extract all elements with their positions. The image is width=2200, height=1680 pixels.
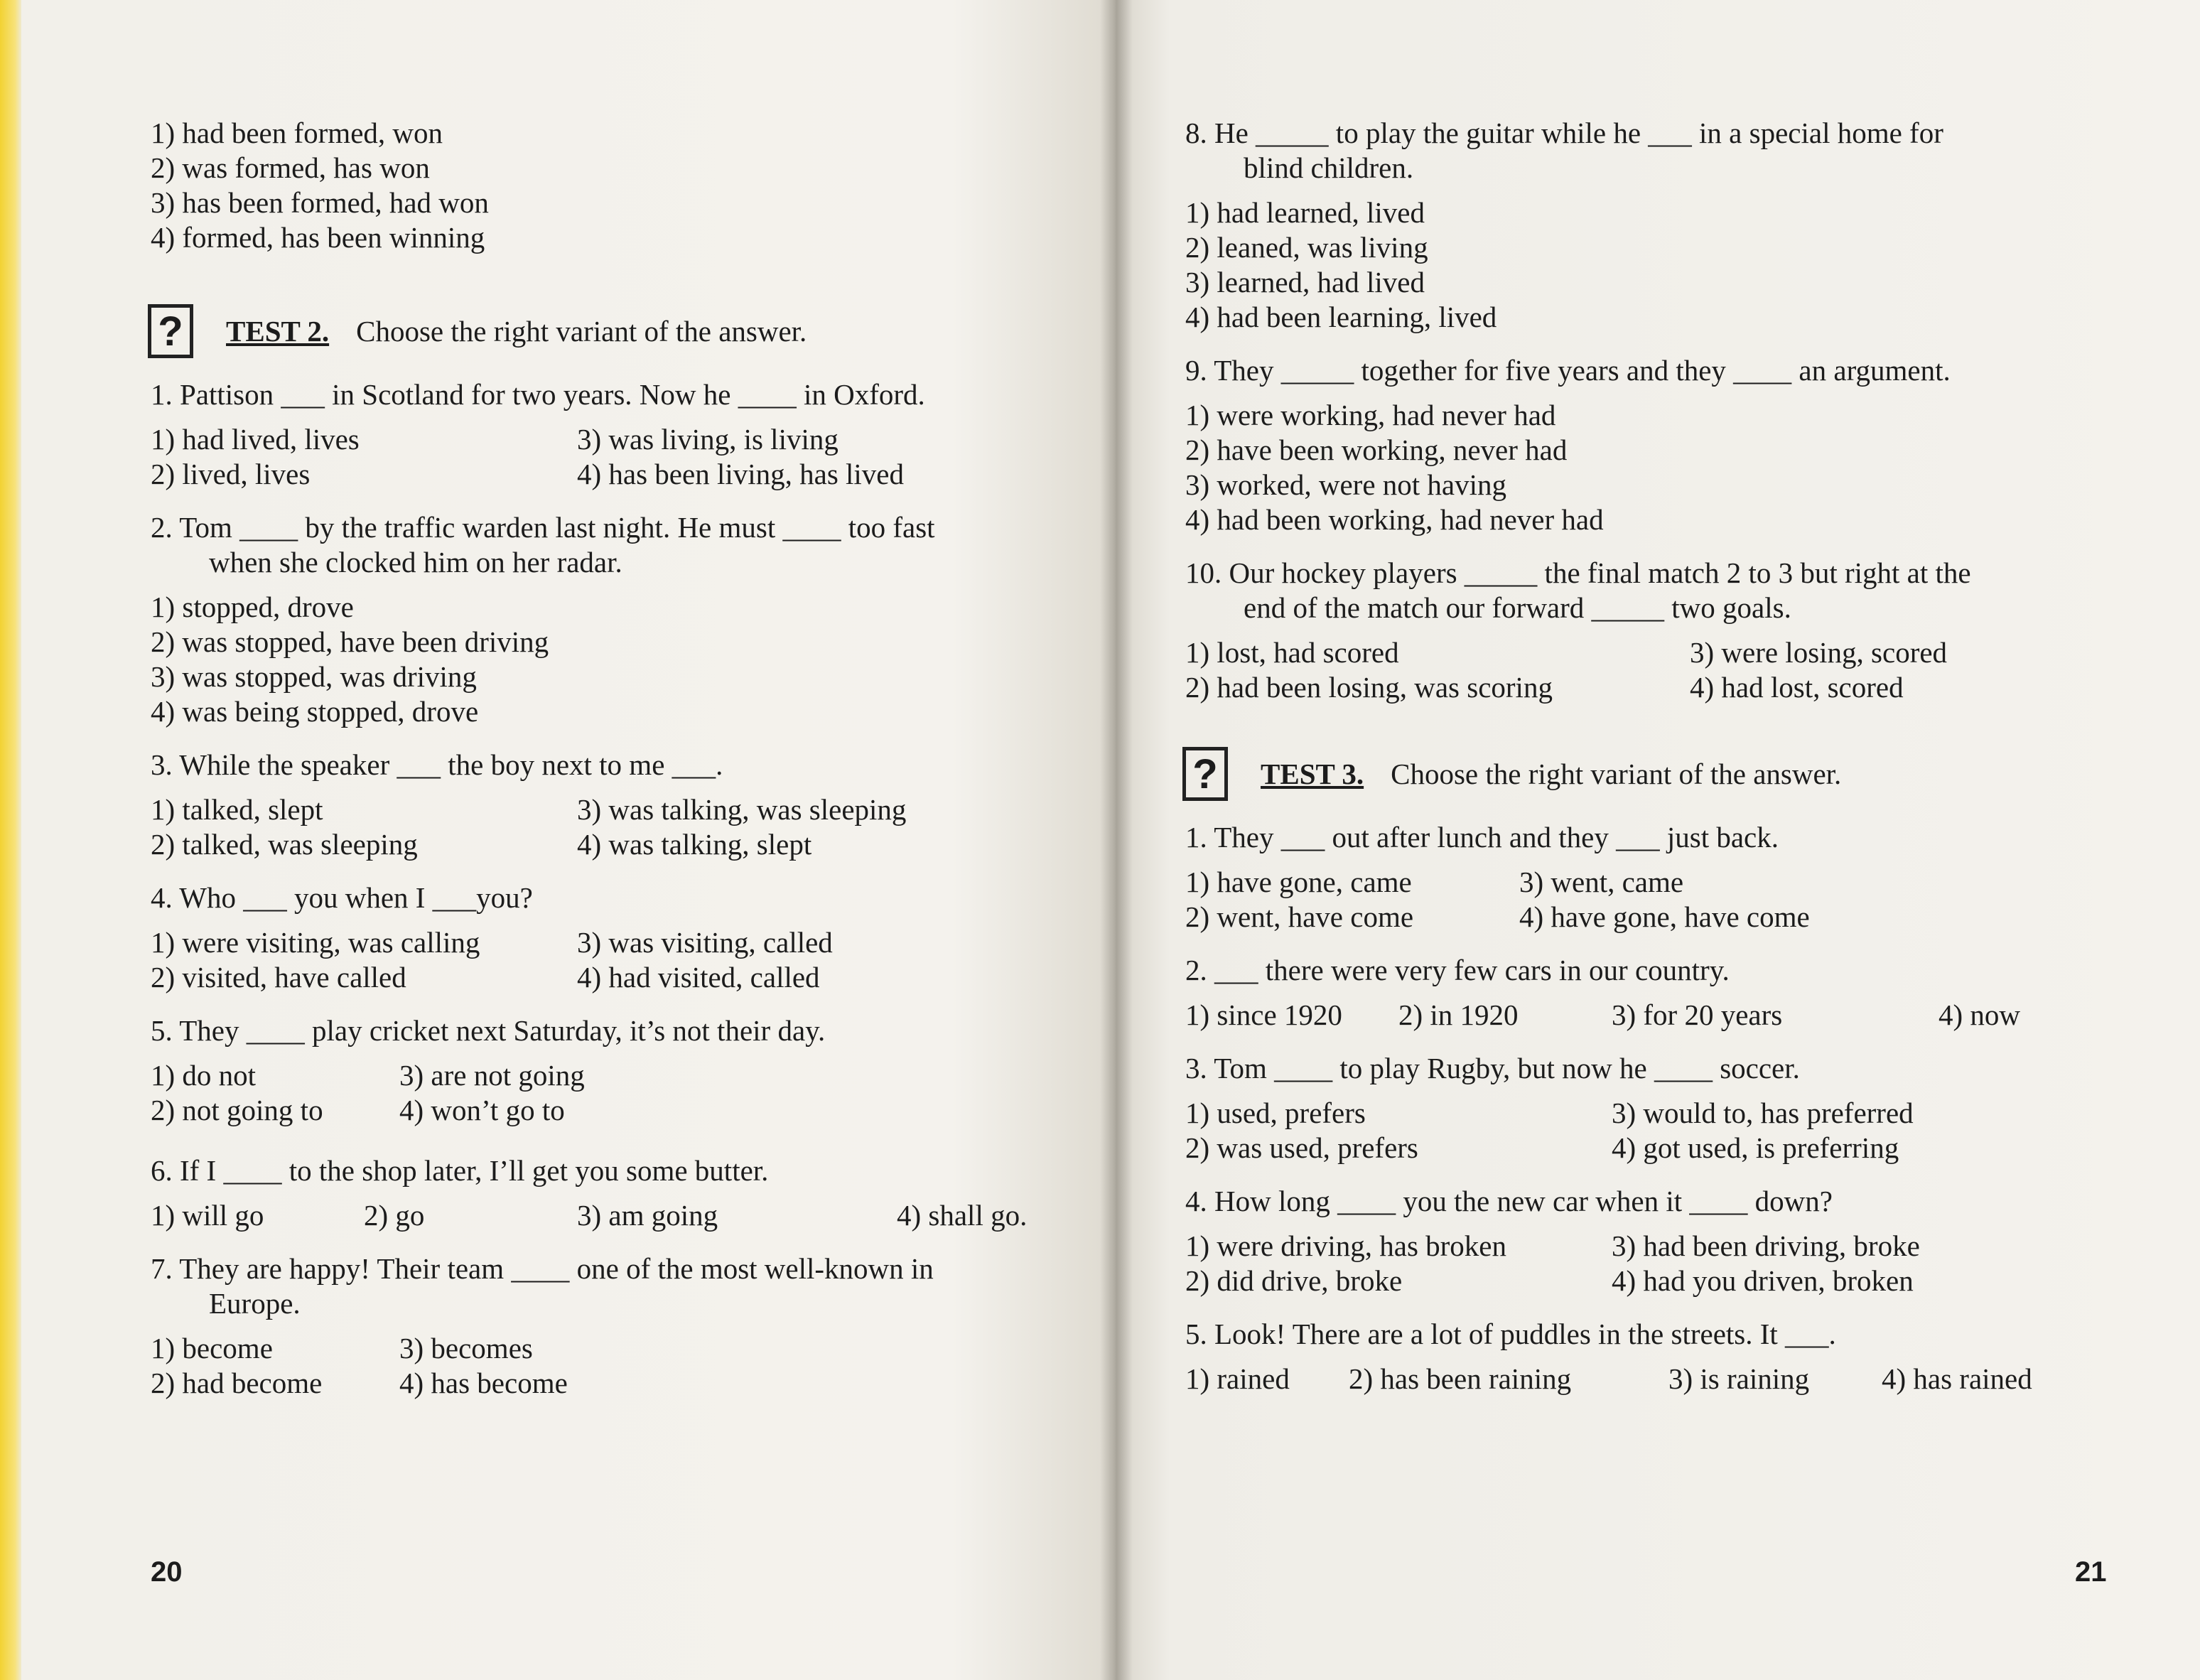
option: 3) learned, had lived [1185,266,1425,298]
option: 4) had visited, called [577,961,820,994]
option: 1) were driving, has broken [1185,1229,1507,1262]
question [1185,1051,2109,1165]
question [151,1153,1074,1233]
option: 2) in 1920 [1398,998,1519,1031]
question-text: 4. How long ____ you the new car when it ____ down? [1185,1185,1833,1217]
option: 4) has become [399,1367,568,1399]
options [151,1331,1074,1401]
option: 3) were losing, scored [1690,636,1948,669]
options [151,422,1074,492]
option: 2) leaned, was living [1185,231,1428,264]
option: 1) were visiting, was calling [151,926,480,959]
option: 3) was living, is living [577,423,839,456]
option: 4) now [1939,998,2021,1031]
option: 1) do not [151,1059,257,1092]
option: 3) was talking, was sleeping [577,793,907,826]
question [1185,556,2109,705]
options [1185,1096,2109,1165]
question-mark-icon: ? [1182,747,1228,801]
question-text: 9. They _____ together for five years and they ____ an argument. [1185,354,1951,387]
test-instruction: Choose the right variant of the answer. [356,314,807,348]
option: 3) had been driving, broke [1612,1229,1920,1262]
option: 2) has been raining [1349,1362,1572,1395]
options [1185,195,2109,335]
option: 1) had lived, lives [151,423,360,456]
question-text: blind children. [1244,151,1414,184]
question-text: Europe. [209,1287,301,1320]
question-text: 7. They are happy! Their team ____ one of the most well-known in [151,1252,934,1285]
question-text: 1. They ___ out after lunch and they ___ just back. [1185,821,1779,854]
option: 3) for 20 years [1612,998,1783,1031]
option: 1) rained [1185,1362,1290,1395]
page-number: 21 [2075,1556,2107,1588]
question [151,510,1074,729]
option: 4) formed, has been winning [151,221,485,254]
option: 1) stopped, drove [151,591,354,623]
question-mark-icon: ? [148,304,193,358]
left-page-content [151,116,1074,1401]
question-text: 2. ___ there were very few cars in our country. [1185,954,1730,986]
option: 3) becomes [399,1332,533,1364]
question [1185,116,2109,335]
option: 3) was stopped, was driving [151,660,477,693]
option: 4) won’t go to [399,1094,565,1126]
option: 4) was being stopped, drove [151,695,479,728]
option: 4) got used, is preferring [1612,1131,1899,1164]
option: 1) since 1920 [1185,998,1342,1031]
option: 1) become [151,1332,273,1364]
option: 1) had been formed, won [151,117,443,149]
options [151,925,1074,995]
test-instruction: Choose the right variant of the answer. [1391,757,1842,790]
question-text: 1. Pattison ___ in Scotland for two years. Now he ____ in Oxford. [151,378,925,411]
option: 2) was formed, has won [151,151,430,184]
option: 2) had been losing, was scoring [1185,671,1553,704]
option: 4) had been working, had never had [1185,503,1604,536]
question-text: 3. Tom ____ to play Rugby, but now he ____ soccer. [1185,1052,1800,1084]
options [151,792,1074,862]
option: 3) is raining [1668,1362,1810,1395]
question [1185,953,2109,1033]
test-3-header [1185,742,2109,806]
options [151,1198,1074,1233]
book-gutter [1100,0,1133,1680]
option: 1) talked, slept [151,793,323,826]
option: 2) go [364,1199,425,1232]
question-text: 6. If I ____ to the shop later, I’ll get you some butter. [151,1154,769,1187]
question [1185,1184,2109,1298]
question [1185,1317,2109,1396]
question-text: 10. Our hockey players _____ the final match 2 to 3 but right at the [1185,556,1971,589]
question-text: 4. Who ___ you when I ___you? [151,881,533,914]
options [1185,635,2109,705]
option: 1) were working, had never had [1185,399,1556,431]
option: 4) has rained [1882,1362,2032,1395]
option: 2) lived, lives [151,458,311,490]
question [151,1013,1074,1128]
option: 4) had you driven, broken [1612,1264,1914,1297]
option: 3) was visiting, called [577,926,833,959]
page-number: 20 [151,1556,183,1588]
option: 4) have gone, have come [1519,900,1810,933]
option: 2) did drive, broke [1185,1264,1403,1297]
option: 3) are not going [399,1059,585,1092]
question-text: 3. While the speaker ___ the boy next to me ___. [151,748,723,781]
option: 4) has been living, has lived [577,458,905,490]
options [1185,998,2109,1033]
option: 2) went, have come [1185,900,1414,933]
question [1185,820,2109,935]
options [1185,1229,2109,1298]
question [151,881,1074,995]
option: 1) had learned, lived [1185,196,1425,229]
option: 3) worked, were not having [1185,468,1507,501]
question [151,377,1074,492]
question-text: end of the match our forward _____ two goals. [1244,591,1791,624]
option: 2) not going to [151,1094,323,1126]
book-edge [0,0,21,1680]
option: 1) will go [151,1199,264,1232]
test-title: TEST 3. [1261,757,1364,790]
question [151,1251,1074,1401]
option: 2) was used, prefers [1185,1131,1418,1164]
option: 3) has been formed, had won [151,186,489,219]
option: 3) would to, has preferred [1612,1097,1914,1129]
options [1185,1362,2109,1396]
option: 4) had lost, scored [1690,671,1904,704]
options [1185,398,2109,537]
option: 2) have been working, never had [1185,434,1568,466]
test-2-header [151,299,1074,363]
option: 2) was stopped, have been driving [151,625,549,658]
question-text: 8. He _____ to play the guitar while he ___ in a special home for [1185,117,1943,149]
option: 4) shall go. [897,1199,1028,1232]
options [151,590,1074,729]
question [1185,353,2109,537]
test-title: TEST 2. [226,314,330,348]
options [151,1058,1074,1128]
option: 4) had been learning, lived [1185,301,1497,333]
option: 3) am going [577,1199,718,1232]
option: 2) talked, was sleeping [151,828,418,861]
option: 2) visited, have called [151,961,406,994]
option: 1) have gone, came [1185,866,1412,898]
question-text: when she clocked him on her radar. [209,546,622,578]
question-text: 5. Look! There are a lot of puddles in the streets. It ___. [1185,1318,1836,1350]
option: 1) used, prefers [1185,1097,1366,1129]
option: 4) was talking, slept [577,828,812,861]
question [151,748,1074,862]
right-page-content [1185,116,2109,1396]
options [1185,865,2109,935]
option: 3) went, came [1519,866,1684,898]
question-text: 5. They ____ play cricket next Saturday, it’s not their day. [151,1014,826,1047]
option: 1) lost, had scored [1185,636,1399,669]
question-text: 2. Tom ____ by the traffic warden last night. He must ____ too fast [151,511,935,544]
option: 2) had become [151,1367,323,1399]
carryover-options [151,116,1074,255]
